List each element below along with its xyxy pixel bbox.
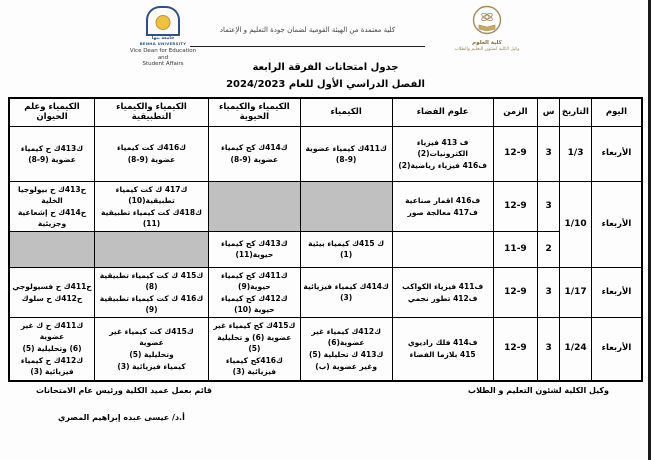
col-header-time: الزمن bbox=[493, 98, 537, 126]
date-cell: 1/24 bbox=[560, 317, 592, 381]
faculty-name: كلية العلوم bbox=[472, 40, 502, 46]
date-cell: 1/10 bbox=[560, 181, 592, 267]
university-name-arabic: جامعة بنها bbox=[151, 36, 175, 41]
accreditation-text: كلية معتمدة من الهيئة القومية لضمان جودة التعليم و الإعتماد bbox=[219, 26, 396, 34]
accreditation-block bbox=[190, 26, 425, 47]
time-cell: 11-9 bbox=[493, 231, 537, 267]
applied-chemistry-cell: ك415 ك كت كيمياء تطبيقية (8) ك416 ك كت كيمياء تطبيقية (9) bbox=[95, 267, 209, 317]
hours-cell: 2 bbox=[538, 231, 560, 267]
chemistry-cell: ك411ك كيمياء عضوية (9-8) bbox=[300, 126, 392, 181]
page-subtitle: الفصل الدراسي الأول للعام 2024/2023 bbox=[226, 79, 425, 90]
zoology-cell: ك411ك ح ك غير عضوية (6) وتحليلية (5) ك412ك ح كيمياء فيزيائية (3) bbox=[9, 317, 95, 381]
applied-chemistry-cell: ك415ك كت كيمياء غير عضوية وتحليلية (5) كيمياء فيزيائية (3) bbox=[95, 317, 209, 381]
schedule-row bbox=[9, 267, 642, 317]
schedule-row bbox=[9, 231, 642, 267]
space-science-cell: ف 413 فيزياء الكترونيات(2) ف416 فيزياء رياضية(2) bbox=[392, 126, 493, 181]
acting-dean-signature-title: قائم بعمل عميد الكلية ورئيس عام الامتحانات bbox=[36, 386, 212, 395]
hours-cell: 3 bbox=[538, 126, 560, 181]
zoology-cell: ح413ك ح بيولوجيا الخلية ح414ك ح إشعاعية وجزيئية bbox=[9, 181, 95, 231]
col-header-space-science: علوم الفضاء bbox=[392, 98, 493, 126]
day-cell: الأربعاء bbox=[591, 126, 642, 181]
col-header-applied-chemistry: الكيمياء والكيمياء التطبيقية bbox=[95, 98, 209, 126]
hours-cell: 3 bbox=[538, 181, 560, 231]
benha-university-logo-icon bbox=[146, 6, 180, 34]
space-science-cell bbox=[392, 231, 493, 267]
biochemistry-cell: ك415ك كح كيمياء غير عضوية (6) و تحليلية (5) ك416كح كيمياء فيزيائية (3) bbox=[208, 317, 300, 381]
header-divider-line bbox=[190, 46, 425, 47]
faculty-of-science-emblem-icon bbox=[472, 5, 502, 35]
schedule-row bbox=[9, 126, 642, 181]
schedule-row bbox=[9, 181, 642, 231]
time-cell: 12-9 bbox=[493, 181, 537, 231]
space-science-cell: ف416 اقمار صناعية ف417 معالجة صور bbox=[392, 181, 493, 231]
hours-cell: 3 bbox=[538, 267, 560, 317]
date-cell: 1/17 bbox=[560, 267, 592, 317]
vice-dean-caption: Vice Dean for Education and Student Affairs bbox=[129, 48, 197, 67]
zoology-cell: ك413ك ح كيمياء عضوية (9-8) bbox=[9, 126, 95, 181]
university-name-english: BENHA UNIVERSITY bbox=[139, 41, 187, 46]
col-header-hours: س bbox=[538, 98, 560, 126]
sun-emblem-icon bbox=[156, 15, 171, 30]
faculty-logo-block bbox=[432, 5, 542, 53]
time-cell: 12-9 bbox=[493, 126, 537, 181]
vice-dean-signature-title: وكيل الكلية لشئون التعليم و الطلاب bbox=[468, 386, 609, 395]
zoology-cell bbox=[9, 231, 95, 267]
time-cell: 12-9 bbox=[493, 317, 537, 381]
day-cell: الأربعاء bbox=[591, 267, 642, 317]
biochemistry-cell: ك414ك كح كيمياء عضوية (9-8) bbox=[208, 126, 300, 181]
chemistry-cell: ك412ك كيمياء غير عضوية(6) ك413 ك تحليلية (5) وغير عضوية (ب) bbox=[300, 317, 392, 381]
col-header-day: اليوم bbox=[591, 98, 642, 126]
biochemistry-cell bbox=[208, 181, 300, 231]
university-logo-block bbox=[128, 6, 198, 68]
page-title: جدول امتحانات الفرقة الرابعة bbox=[252, 62, 399, 73]
col-header-date: التاريخ bbox=[560, 98, 592, 126]
faculty-caption: وكيل الكلية لشئون التعليم والطلاب bbox=[454, 47, 520, 52]
zoology-cell: ح411ك ح فسيولوجي ح412ك ح سلوك bbox=[9, 267, 95, 317]
chemistry-cell bbox=[300, 181, 392, 231]
date-cell: 1/3 bbox=[560, 126, 592, 181]
acting-dean-signature-name: أ.د/ عيسى عبده إبراهيم المصري bbox=[58, 413, 185, 422]
biochemistry-cell: ك413ك كح كيمياء حيوية(11) bbox=[208, 231, 300, 267]
day-cell: الأربعاء bbox=[591, 181, 642, 267]
chemistry-cell: ك 415ك كيمياء بيئية (1) bbox=[300, 231, 392, 267]
applied-chemistry-cell bbox=[95, 231, 209, 267]
col-header-biochemistry: الكيمياء والكيمياء الحيوية bbox=[208, 98, 300, 126]
space-science-cell: ف411 فيزياء الكواكب ف412 تطور نجمي bbox=[392, 267, 493, 317]
biochemistry-cell: ك411ك كح كيمياء حيوية(9) ك412ك كح كيمياء حيوية (10) bbox=[208, 267, 300, 317]
chemistry-cell: ك414ك كيمياء فيزيائية (3) bbox=[300, 267, 392, 317]
schedule-row bbox=[9, 317, 642, 381]
table-header-row bbox=[9, 98, 642, 126]
time-cell: 12-9 bbox=[493, 267, 537, 317]
col-header-chemistry: الكيمياء bbox=[300, 98, 392, 126]
exam-schedule-table bbox=[8, 97, 643, 382]
applied-chemistry-cell: ك417 ك كت كيمياء تطبيقية(10) ك418ك كت كيمياء تطبيقية (11) bbox=[95, 181, 209, 231]
space-science-cell: ف414 فلك راديوي 415 بلازما الفضاء bbox=[392, 317, 493, 381]
applied-chemistry-cell: ك416ك كت كيمياء عضوية (9-8) bbox=[95, 126, 209, 181]
day-cell: الأربعاء bbox=[591, 317, 642, 381]
hours-cell: 3 bbox=[538, 317, 560, 381]
col-header-zoology: الكيمياء وعلم الحيوان bbox=[9, 98, 95, 126]
